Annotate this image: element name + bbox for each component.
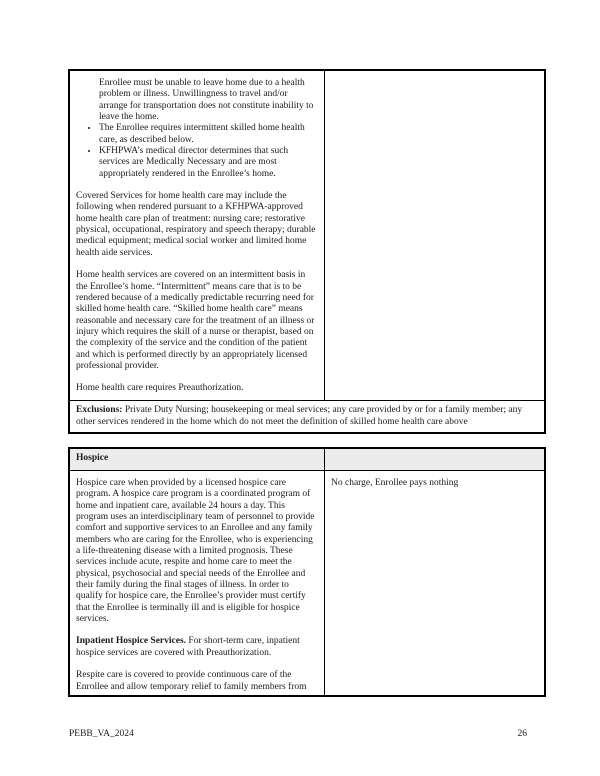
page-footer [69, 729, 527, 740]
bullet-item: • The Enrollee requires intermittent skilled home health care, as described below. [99, 123, 318, 146]
inpatient-hospice-label: Inpatient Hospice Services. [76, 636, 187, 647]
home-health-bullet-list [76, 123, 318, 180]
exclusions-text: Private Duty Nursing; housekeeping or meal services; any care provided by or for a family member; any other services rendered in the home which do not meet the definition of skilled home health care above [76, 405, 523, 427]
respite-care-paragraph: Respite care is covered to provide continuous care of the Enrollee and allow temporary relief to family members from [76, 670, 307, 692]
hospice-header-row [70, 449, 544, 471]
bullet-continuation-text: Enrollee must be unable to leave home due to a health problem or illness. Unwillingness to travel and/or arrange for transportation does not constitute inability to leave the home. [99, 78, 314, 123]
hospice-table [68, 447, 546, 697]
intermittent-definition-paragraph: Home health services are covered on an intermittent basis in the Enrollee’s home. “Intermittent” means care that is to be rendered because of a medically predictable recurring need for skilled home health care. “Skilled home health care” means reasonable and necessary care for the treatment of an illness or injury which requires the skill of a nurse or therapist, based on the complexity of the service and the condition of the patient and which is performed directly by an appropriately licensed professional provider. [76, 270, 315, 371]
footer-page-number: 26 [517, 729, 527, 739]
hospice-benefit-text: No charge, Enrollee pays nothing [331, 478, 459, 488]
home-health-description-cell [70, 71, 325, 400]
inpatient-hospice-paragraph [76, 636, 318, 659]
home-health-benefit-cell [325, 71, 544, 400]
exclusions-row [70, 400, 544, 432]
hospice-header-benefit-cell [325, 449, 544, 470]
home-health-main-row [70, 71, 544, 400]
hospice-benefit-cell [325, 471, 544, 695]
hospice-care-paragraph: Hospice care when provided by a licensed hospice care program. A hospice care program is a coordinated program of home and inpatient care, available 24 hours a day. This program uses an interdisciplinary team of personnel to provide comfort and supportive services to an Enrollee and any family members who are caring for the Enrollee, who is experiencing a life-threatening disease with a limited prognosis. These services include acute, respite and home care to meet the physical, psychosocial and special needs of the Enrollee and their family during the final stages of illness. In order to qualify for hospice care, the Enrollee’s provider must certify that the Enrollee is terminally ill and is eligible for hospice services. [76, 478, 315, 625]
covered-services-paragraph: Covered Services for home health care may include the following when rendered pursuant to a KFHPWA-approved home health care plan of treatment: nursing care; restorative physical, occupational, respiratory and speech therapy; durable medical equipment; medical social worker and limited home health aide services. [76, 191, 316, 258]
home-health-care-table [68, 69, 546, 434]
exclusions-label: Exclusions: [76, 405, 123, 416]
hospice-description-cell [70, 471, 325, 695]
hospice-header-title: Hospice [70, 449, 325, 470]
preauthorization-paragraph: Home health care requires Preauthorization. [76, 383, 244, 394]
hospice-main-row [70, 471, 544, 695]
bullet-item: • KFHPWA’s medical director determines that such services are Medically Necessary and are most appropriately rendered in the Enrollee’s home. [99, 146, 318, 180]
footer-document-id: PEBB_VA_2024 [69, 729, 134, 739]
inpatient-hospice-text: For short-term care, inpatient hospice services are covered with Preauthorization. [76, 636, 300, 658]
